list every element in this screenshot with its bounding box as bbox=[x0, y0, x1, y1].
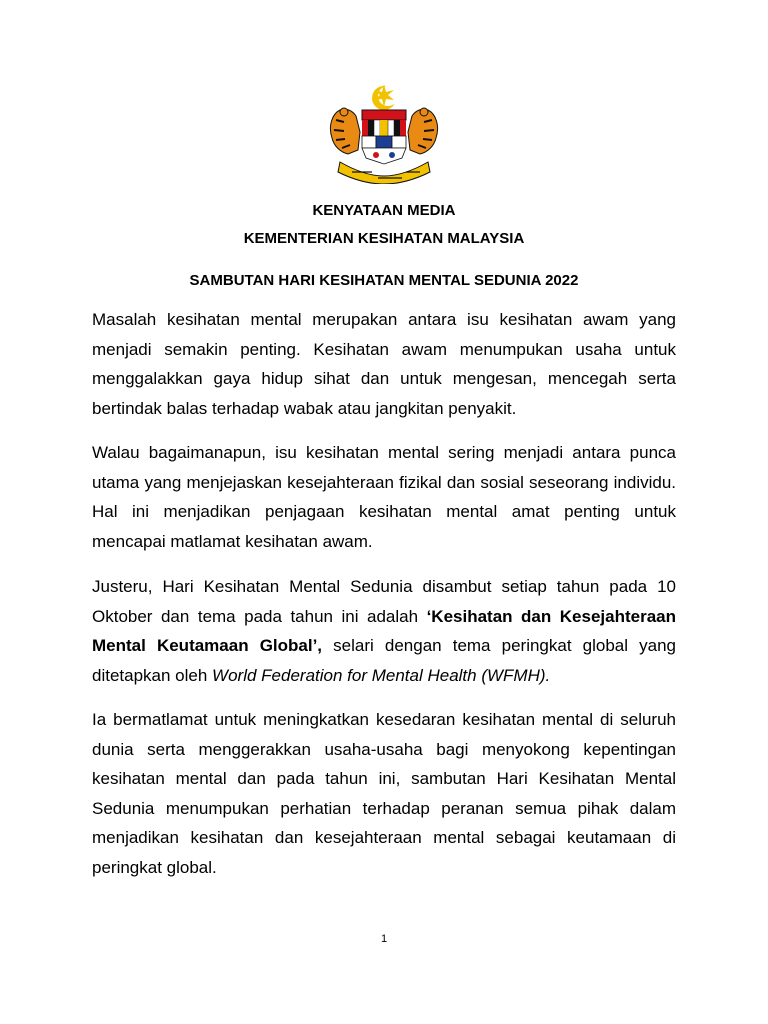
paragraph-2: Walau bagaimanapun, isu kesihatan mental sering menjadi antara punca utama yang menjejaskan kesejahteraan fizikal dan sosial seseorang individu. Hal ini menjadikan penjagaan kesihatan mental amat penting untuk mencapai matlamat kesihatan awam. bbox=[92, 443, 676, 551]
media-statement-label: KENYATAAN MEDIA bbox=[312, 202, 456, 219]
wfmh-text: World Federation for Mental Health (WFMH). bbox=[212, 665, 551, 685]
theme-text: ‘Kesihatan dan Kesejahteraan Mental Keutamaan Global’, bbox=[92, 606, 677, 655]
paragraph-3-text-a: Justeru, Hari Kesihatan Mental Sedunia disambut setiap tahun pada 10 Oktober dan tema pada tahun ini adalah bbox=[92, 577, 676, 626]
paragraph-4: Ia bermatlamat untuk meningkatkan kesedaran kesihatan mental di seluruh dunia serta menggerakkan usaha-usaha bagi menyokong kepentingan kesihatan mental dan pada tahun ini, sambutan Hari Kesihatan Mental Sedunia menumpukan perhatian terhadap peranan semua pihak dalam menjadikan kesihatan dan kesejahteraan mental sebagai keutamaan di peringkat global. bbox=[92, 710, 676, 877]
ministry-name: KEMENTERIAN KESIHATAN MALAYSIA bbox=[243, 230, 525, 247]
page-number: 1 bbox=[380, 933, 388, 945]
paragraph-3 bbox=[92, 572, 676, 690]
paragraph-1: Masalah kesihatan mental merupakan antara isu kesihatan awam yang menjadi semakin penting. Kesihatan awam menumpukan usaha untuk menggalakkan gaya hidup sihat dan untuk mengesan, mencegah serta bertindak balas terhadap wabak atau jangkitan penyakit. bbox=[92, 310, 676, 418]
malaysia-coat-of-arms-icon bbox=[318, 80, 450, 184]
paragraph-3-text-b: selari dengan tema peringkat global yang ditetapkan oleh bbox=[92, 636, 677, 685]
document-title: SAMBUTAN HARI KESIHATAN MENTAL SEDUNIA 2022 bbox=[189, 272, 579, 289]
